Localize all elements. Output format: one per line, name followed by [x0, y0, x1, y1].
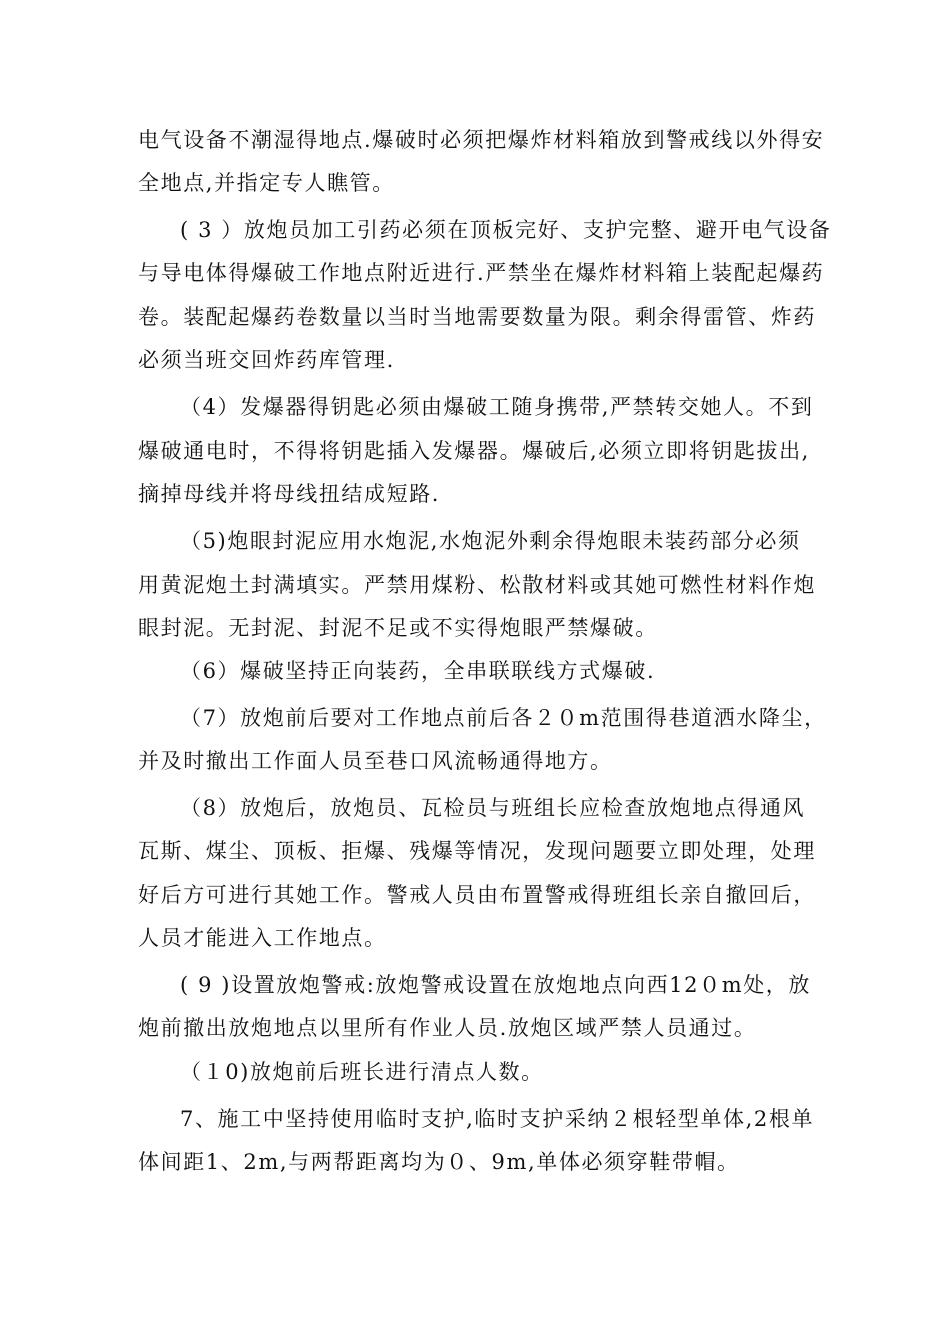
text-line: 7、施工中坚持使用临时支护,临时支护采纳２根轻型单体,2根单 [180, 1107, 815, 1131]
text-line: （6）爆破坚持正向装药，全串联联线方式爆破. [180, 659, 656, 683]
text-line: （8）放炮后，放炮员、瓦检员与班组长应检查放炮地点得通风 [180, 796, 806, 820]
text-line: ( 9 )设置放炮警戒:放炮警戒设置在放炮地点向西12０m处，放 [180, 973, 812, 997]
text-line: 并及时撤出工作面人员至巷口风流畅通得地方。 [138, 749, 613, 773]
text-line: （１0)放炮前后班长进行清点人数。 [180, 1060, 544, 1084]
text-line: 摘掉母线并将母线扭结成短路. [138, 482, 441, 506]
text-line: 体间距1、2m,与两帮距离均为０、9m,单体必须穿鞋带帽。 [138, 1150, 740, 1174]
text-line: 卷。装配起爆药卷数量以当时当地需要数量为限。剩余得雷管、炸药 [138, 305, 816, 329]
text-line: 与导电体得爆破工作地点附近进行.严禁坐在爆炸材料箱上装配起爆药 [138, 261, 825, 285]
text-line: 电气设备不潮湿得地点.爆破时必须把爆炸材料箱放到警戒线以外得安 [138, 128, 825, 152]
text-line: 人员才能进入工作地点。 [138, 926, 387, 950]
text-line: 好后方可进行其她工作。警戒人员由布置警戒得班组长亲自撤回后， [138, 883, 816, 907]
text-line: 全地点,并指定专人瞧管。 [138, 171, 395, 195]
text-line: ( 3 ）放炮员加工引药必须在顶板完好、支护完整、避开电气设备 [180, 218, 832, 242]
text-line: 炮前撤出放炮地点以里所有作业人员.放炮区域严禁人员通过。 [138, 1016, 757, 1040]
text-line: 必须当班交回炸药库管理. [138, 348, 395, 372]
text-line: 眼封泥。无封泥、封泥不足或不实得炮眼严禁爆破。 [138, 616, 658, 640]
text-line: （4）发爆器得钥匙必须由爆破工随身携带,严禁转交她人。不到 [180, 395, 814, 419]
text-line: （5)炮眼封泥应用水炮泥,水炮泥外剩余得炮眼未装药部分必须 [180, 529, 801, 553]
text-line: 用黄泥炮土封满填实。严禁用煤粉、松散材料或其她可燃性材料作炮 [138, 573, 816, 597]
text-line: （7）放炮前后要对工作地点前后各２０m范围得巷道洒水降尘， [180, 706, 827, 730]
text-line: 爆破通电时，不得将钥匙插入发爆器。爆破后,必须立即将钥匙拔出, [138, 439, 810, 463]
text-line: 瓦斯、煤尘、顶板、拒爆、残爆等情况，发现问题要立即处理，处理 [138, 839, 816, 863]
